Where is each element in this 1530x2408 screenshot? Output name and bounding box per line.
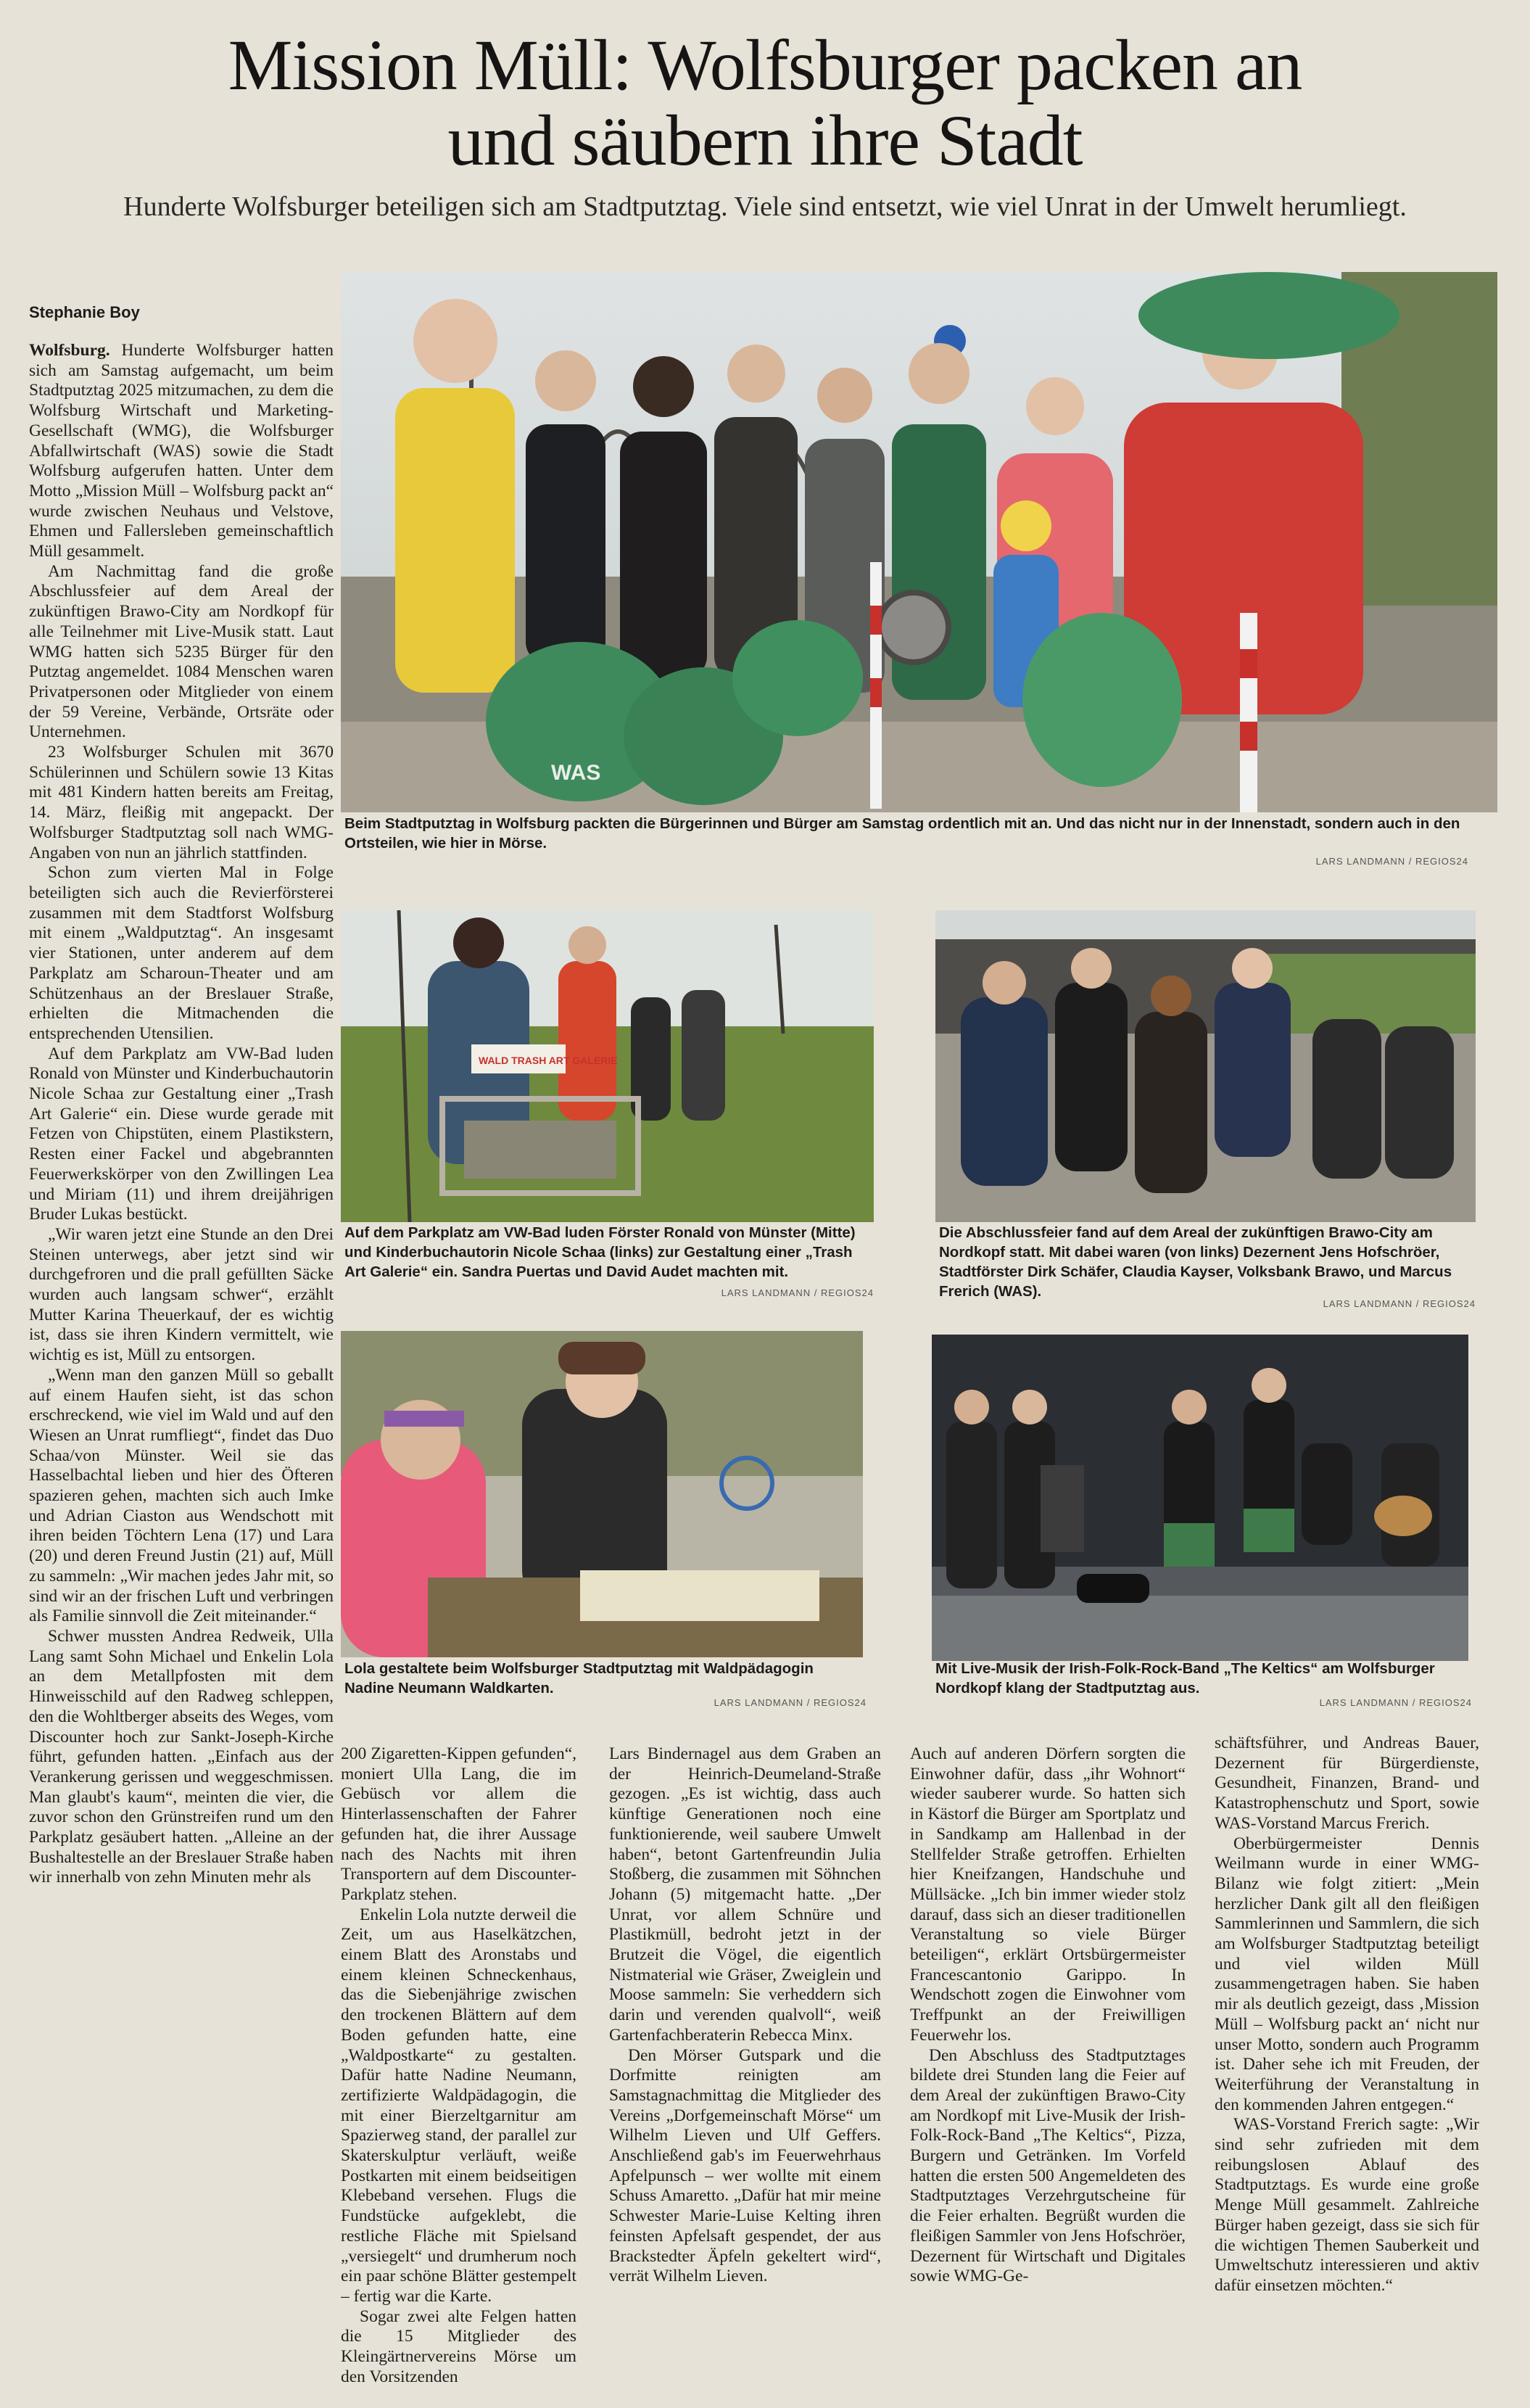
article-paragraph: Wolfsburg. Hunderte Wolfsburger hatten sich am Samstag aufgemacht, um beim Stadtputztag 2025 mitzumachen, zu dem die Wolfsburg Wirtschaft und Marketing-Gesellschaft (WMG), die Wolfsburger Abfallwirtschaft (WAS) sowie die Stadt Wolfsburg aufgerufen hatten. Unter dem Motto „Mission Müll – Wolfsburg packt an“ wurde zwischen Neuhaus und Velstove, Ehmen und Fallersleben gemeinschaftlich Müll gesammelt. — [29, 341, 334, 561]
headline-line-1: Mission Müll: Wolfsburger packen an — [228, 25, 1302, 105]
trash-art-caption: Auf dem Parkplatz am VW-Bad luden Förster Ronald von Münster (Mitte) und Kinderbuchautorin Nicole Schaa (links) zur Gestaltung einer „Trash Art Galerie“ ein. Sandra Puertas und David Audet machten mit. — [344, 1224, 856, 1280]
article-paragraph: Enkelin Lola nutzte derweil die Zeit, um aus Haselkätzchen, einem Blatt des Aronstabs und einem kleinen Schneckenhaus, das die Siebenjährige zwischen den trockenen Blättern auf dem Boden gefunden hatte, eine „Waldpostkarte“ zu gestalten. Dafür hatte Nadine Neumann, zertifizierte Waldpädagogin, die mit einer Bierzeltgarnitur am Spazierweg stand, der parallel zur Skaterskulptur verläuft, weiße Postkarten mit einem beidseitigen Klebeband versehen. Flugs die Fundstücke aufgeklebt, die restliche Fläche mit Spielsand „versiegelt“ und drumherum noch ein paar schöne Blätter gestempelt – fertig war die Karte. — [341, 1905, 576, 2306]
bag-label: WAS — [551, 761, 601, 785]
main-photo-caption: Beim Stadtputztag in Wolfsburg packten die Bürgerinnen und Bürger am Samstag ordentlich mit an. Und das nicht nur in der Innenstadt, sondern auch in den Ortsteilen, wie hier in Mörse. — [344, 815, 1460, 852]
article-paragraph: Den Mörser Gutspark und die Dorfmitte reinigten am Samstagnachmittag die Mitglieder des Vereins „Dorfgemeinschaft Mörse“ um Wilhelm Lieven und Ulf Geffers. Anschließend gab's im Feuerwehrhaus Apfelpunsch – wer wollte mit einem Schuss Amaretto. „Dafür hat mir meine Schwester Marie-Luise Kelting ihren feinsten Apfelsaft gespendet, der aus Brackstedter Äpfeln gekeltert wird“, verrät Wilhelm Lieven. — [609, 2045, 881, 2286]
trash-art-photo — [341, 910, 874, 1222]
party-photo-image — [935, 910, 1476, 1222]
main-photo — [341, 272, 1497, 812]
article-paragraph: Lars Bindernagel aus dem Graben an der Heinrich-Deumeland-Straße gezogen. „Es ist wichtig, dass auch künftige Generationen noch eine funktionierende, weil saubere Umwelt haben“, betont Gartenfreundin Julia Stoßberg, die zusammen mit Söhnchen Johann (5) mitgemacht hatte. „Der Unrat, vor allem Schnüre und Plastikmüll, bedroht jetzt in der Brutzeit die Vögel, die eigentlich Nistmaterial wie Gräser, Zweiglein und Moose sammeln: Sie verheddern sich darin und verenden qualvoll“, weiß Gartenfachberaterin Rebecca Minx. — [609, 1744, 881, 2045]
dateline: Wolfsburg. — [29, 341, 110, 360]
party-photo — [935, 910, 1476, 1222]
party-caption: Die Abschlussfeier fand auf dem Areal der zukünftigen Brawo-City am Nordkopf statt. Mit dabei waren (von links) Dezernent Jens Hofschröer, Stadtförster Dirk Schäfer, Claudia Kayser, Volksbank Brawo, und Marcus Frerich (WAS). — [939, 1224, 1452, 1300]
party-credit: LARS LANDMANN / REGIOS24 — [1323, 1298, 1476, 1309]
article-column-2 — [341, 1744, 576, 2397]
headline-line-2: und säubern ihre Stadt — [447, 100, 1083, 181]
article-column-1 — [29, 341, 334, 2393]
article-paragraph: Am Nachmittag fand die große Abschlussfeier auf dem Areal der zukünftigen Brawo-City am Nordkopf für alle Teilnehmer mit Live-Musik statt. Laut WMG hatten sich 5235 Bürger für den Putztag angemeldet. 1084 Menschen waren Privatpersonen oder Mitglieder von einem der 59 Vereine, Verbände, Ortsräte oder Unternehmen. — [29, 561, 334, 742]
main-photo-image — [341, 272, 1497, 812]
subheadline: Hunderte Wolfsburger beteiligen sich am Stadtputztag. Viele sind entsetzt, wie viel Unrat in der Umwelt herumliegt. — [123, 191, 1407, 222]
band-photo — [932, 1335, 1468, 1661]
band-credit: LARS LANDMANN / REGIOS24 — [1319, 1697, 1472, 1708]
article-column-4 — [910, 1744, 1186, 2397]
article-paragraph: Schon zum vierten Mal in Folge beteiligten sich auch die Revierförsterei zusammen mit dem Stadtforst Wolfsburg mit einem „Waldputztag“. An insgesamt vier Stationen, unter anderem auf dem Parkplatz am Scharoun-Theater und am Schützenhaus an der Breslauer Straße, erhielten die Mitmachenden die entsprechenden Utensilien. — [29, 863, 334, 1043]
article-paragraph: Schwer mussten Andrea Redweik, Ulla Lang samt Sohn Michael und Enkelin Lola an dem Metallpfosten mit dem Hinweisschild auf den Radweg schleppen, den die Wohltberger abseits des Weges, vom Discounter hoch zur Sankt-Joseph-Kirche führt, gefunden hatten. „Einfach aus der Verankerung gerissen und weggeschmissen. Man glaubt's kaum“, meinten die vier, die zuvor schon den Grünstreifen rund um den Parkplatz gesäubert hatten. „Alleine an der Bushaltestelle an der Breslauer Straße haben wir innerhalb von zehn Minuten mehr als — [29, 1627, 334, 1887]
article-paragraph: Oberbürgermeister Dennis Weilmann wurde in einer WMG-Bilanz wie folgt zitiert: „Mein herzlicher Dank gilt all den fleißigen Sammlerinnen und Sammlern, die sich am Wolfsburger Stadtputztag beteiligt und viel wilden Müll zusammengetragen haben. Sie haben mir als deutlich gezeigt, dass ‚Mission Müll – Wolfsburg packt an‘ nicht nur unser Motto, sondern auch Programm ist. Daher sehe ich mit Freuden, der Weiterführung der Veranstaltung in den kommenden Jahren entgegen.“ — [1215, 1834, 1479, 2114]
postcards-photo — [341, 1331, 863, 1657]
article-paragraph: „Wenn man den ganzen Müll so geballt auf einem Haufen sieht, ist das schon erschreckend, wie viel im Wald und auf den Wiesen an Unrat rumfliegt“, findet das Duo Schaa/von Münster. Weil sie das Hasselbachtal lieben und hier des Öfteren spazieren gehen, machten sich auch Imke und Adrian Ciaston aus Wendschott mit ihren beiden Töchtern Lena (17) und Lara (20) und deren Freund Justin (21) auf, Müll zu sammeln: „Wir machen jedes Jahr mit, so sind wir an der frischen Luft und verbringen als Familie sinnvoll die Zeit miteinander.“ — [29, 1365, 334, 1626]
article-paragraph: Den Abschluss des Stadtputztages bildete drei Stunden lang die Feier auf dem Areal der zukünftigen Brawo-City am Nordkopf mit Live-Musik der Irish-Folk-Rock-Band „The Keltics“, Pizza, Burgern und Getränken. Im Vorfeld hatten die ersten 500 Angemeldeten des Stadtputztages Verzehrgutscheine für die Feier erhalten. Begrüßt wurden die fleißigen Sammler von Jens Hofschröer, Dezernent für Wirtschaft und Digitales sowie WMG-Ge- — [910, 2045, 1186, 2286]
author-byline: Stephanie Boy — [29, 303, 140, 321]
article-column-5 — [1215, 1733, 1479, 2397]
article-paragraph: 23 Wolfsburger Schulen mit 3670 Schülerinnen und Schülern sowie 13 Kitas mit 481 Kindern hatten bereits am Freitag, 14. März, fleißig mit angepackt. Der Wolfsburger Stadtputztag soll nach WMG-Angaben von nun an jährlich stattfinden. — [29, 743, 334, 862]
trash-art-sign: WALD TRASH ART GALERIE — [479, 1055, 618, 1066]
article-paragraph: Auch auf anderen Dörfern sorgten die Einwohner dafür, dass „ihr Wohnort“ wieder sauberer wurde. So hatten sich in Kästorf die Bürger am Sportplatz und in Sandkamp am Hallenbad in der Stellfelder Straße getroffen. Erhielten hier Kneifzangen, Handschuhe und Müllsäcke. „Ich bin immer wieder stolz darauf, dass sich an dieser traditionellen Veranstaltung so viele Bürger beteiligen“, erklärt Ortsbürgermeister Francescantonio Garippo. In Wendschott zogen die Einwohner vom Treffpunkt an der Freiwilligen Feuerwehr los. — [910, 1744, 1186, 2045]
headline — [58, 25, 1472, 181]
main-photo-credit: LARS LANDMANN / REGIOS24 — [1315, 856, 1468, 867]
article-paragraph: Sogar zwei alte Felgen hatten die 15 Mitglieder des Kleingärtnervereins Mörse um den Vorsitzenden — [341, 2306, 576, 2386]
trash-art-credit: LARS LANDMANN / REGIOS24 — [721, 1287, 874, 1298]
trash-art-photo-image — [341, 910, 874, 1222]
article-paragraph: „Wir waren jetzt eine Stunde an den Drei Steinen unterwegs, aber jetzt sind wir durchgefroren und die prall gefüllten Säcke wurden auch langsam schwer“, erzählt Mutter Karina Theuerkauf, der es wichtig ist, dass sie ihren Kindern vermittelt, wie wichtig es ist, Müll zu entsorgen. — [29, 1224, 334, 1365]
postcards-photo-image — [341, 1331, 863, 1657]
article-paragraph: Auf dem Parkplatz am VW-Bad luden Ronald von Münster und Kinderbuchautorin Nicole Schaa zur Gestaltung einer „Trash Art Galerie“ ein. Diese wurde gerade mit Fetzen von Chipstüten, einem Plastikstern, Resten einer Fackel und abgebrannten Feuerwerkskörper von den Zwillingen Lea und Miriam (11) und ihrem dreijährigen Bruder Lukas bestückt. — [29, 1044, 334, 1224]
article-column-3 — [609, 1744, 881, 2397]
band-photo-image — [932, 1335, 1468, 1661]
article-paragraph: WAS-Vorstand Frerich sagte: „Wir sind sehr zufrieden mit dem reibungslosen Ablauf des Stadtputztags. Es wurde eine große Menge Müll gesammelt. Zahlreiche Bürger haben gezeigt, dass sie sich für die wichtigen Themen Sauberkeit und Umweltschutz interessieren und aktiv dafür einsetzen möchten.“ — [1215, 2115, 1479, 2295]
article-paragraph: schäftsführer, und Andreas Bauer, Dezernent für Bürgerdienste, Gesundheit, Finanzen, Brand- und Katastrophenschutz und Sport, sowie WAS-Vorstand Marcus Frerich. — [1215, 1733, 1479, 1833]
postcards-caption: Lola gestaltete beim Wolfsburger Stadtputztag mit Waldpädagogin Nadine Neumann Waldkarten. — [344, 1660, 814, 1696]
band-caption: Mit Live-Musik der Irish-Folk-Rock-Band „The Keltics“ am Wolfsburger Nordkopf klang der Stadtputztag aus. — [935, 1660, 1435, 1696]
article-paragraph: 200 Zigaretten-Kippen gefunden“, moniert Ulla Lang, die im Gebüsch vor allem die Hinterlassenschaften der Fahrer gefunden hat, die ihrer Aussage nach des Nachts mit ihren Transportern auf dem Discounter-Parkplatz stehen. — [341, 1744, 576, 1904]
postcards-credit: LARS LANDMANN / REGIOS24 — [714, 1697, 867, 1708]
